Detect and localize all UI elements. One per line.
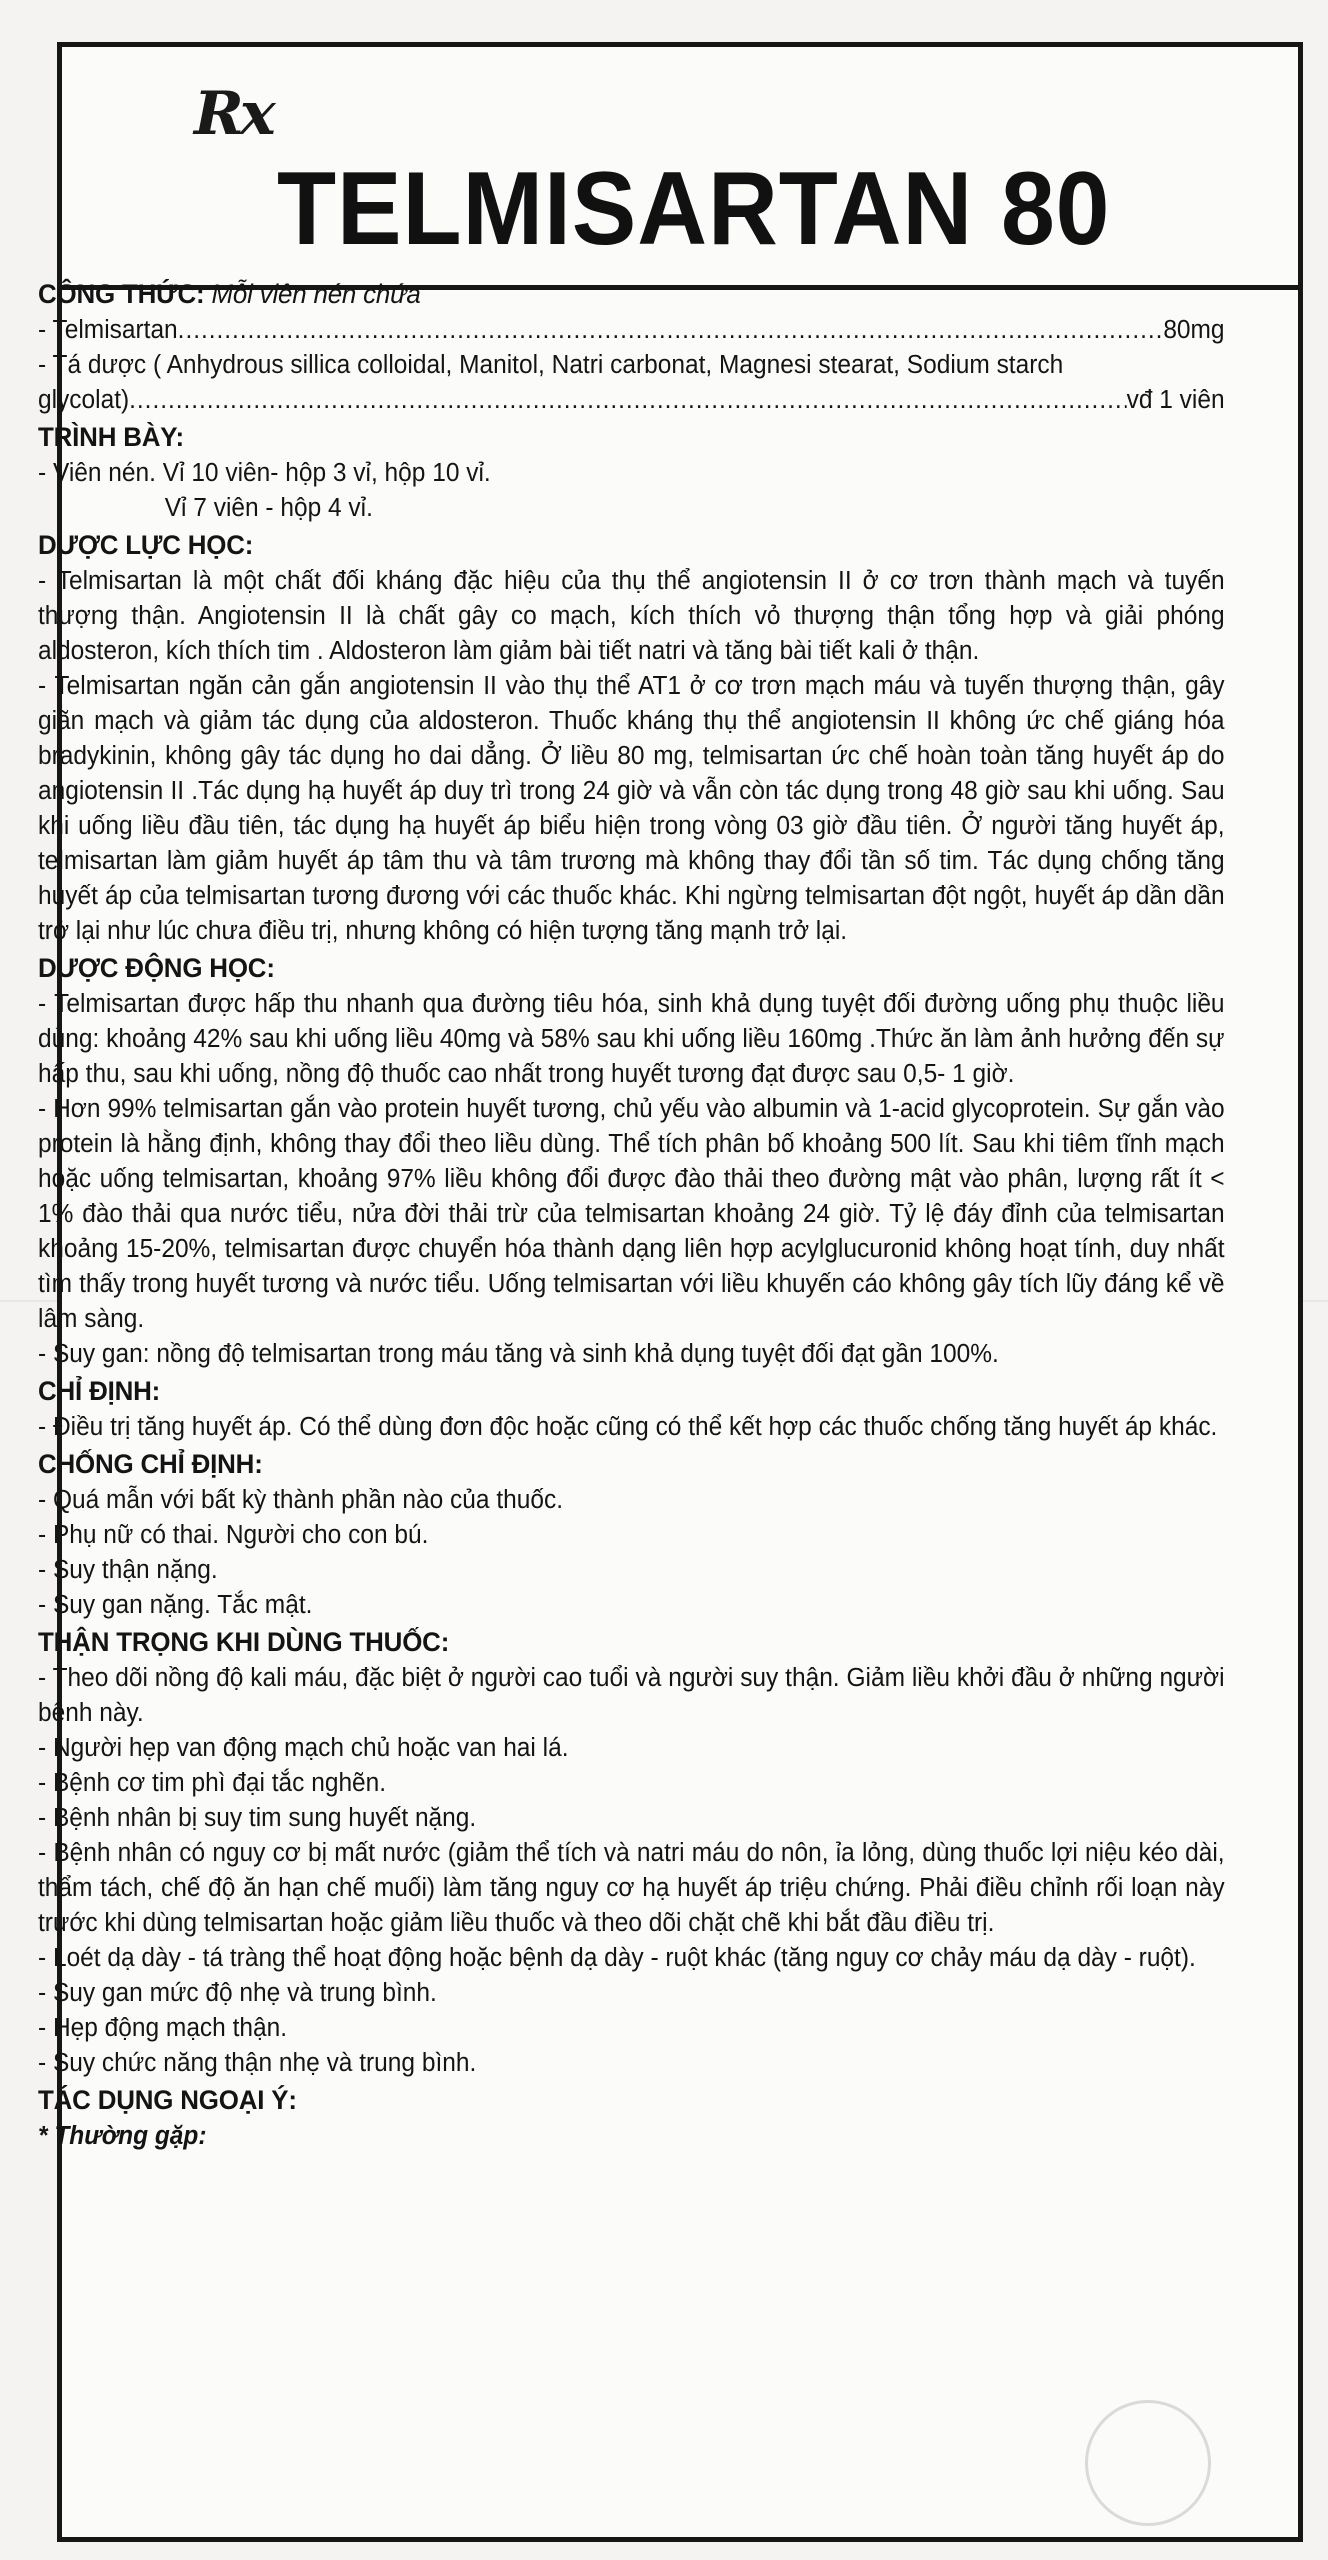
section-chong-chi-dinh — [38, 1445, 1225, 1623]
section-heading — [38, 275, 1225, 313]
packaging-line: Vỉ 7 viên - hộp 4 vỉ. — [164, 494, 373, 522]
list-item: - Loét dạ dày - tá tràng thể hoạt động hoặc bệnh dạ dày - ruột khác (tăng nguy cơ chảy máu dạ dày - ruột). — [38, 1944, 1196, 1972]
section-heading: CHỐNG CHỈ ĐỊNH: — [38, 1449, 263, 1479]
section-heading: DƯỢC LỰC HỌC: — [38, 530, 254, 560]
list-item: - Phụ nữ có thai. Người cho con bú. — [38, 1521, 429, 1549]
section-duoc-luc-hoc — [38, 526, 1225, 949]
faded-company-seal — [1085, 2400, 1211, 2526]
leaflet-body — [38, 275, 1225, 2154]
section-heading: THẬN TRỌNG KHI DÙNG THUỐC: — [38, 1627, 450, 1657]
section-tac-dung-ngoai-y — [38, 2081, 1225, 2154]
paragraph: - Suy gan: nồng độ telmisartan trong máu tăng và sinh khả dụng tuyệt đối đạt gần 100%. — [38, 1340, 999, 1368]
list-item: - Theo dõi nồng độ kali máu, đặc biệt ở người cao tuổi và người suy thận. Giảm liều khởi đầu ở những người bệnh này. — [38, 1664, 1225, 1727]
paragraph: - Telmisartan là một chất đối kháng đặc hiệu của thụ thể angiotensin II ở cơ trơn thành mạch và tuyến thượng thận. Angiotensin II là chất gây co mạch, kích thích vỏ thượng thận tổng hợp và giải phóng aldosteron, kích thích tim . Aldosteron làm giảm bài tiết natri và tăng bài tiết kali ở thận. — [38, 567, 1225, 665]
heading-subtext: Mỗi viên nén chứa — [211, 279, 421, 309]
paragraph: - Telmisartan được hấp thu nhanh qua đường tiêu hóa, sinh khả dụng tuyệt đối đường uống phụ thuộc liều dùng: khoảng 42% sau khi uống liều 40mg và 58% sau khi uống liều 160mg .Thức ăn làm ảnh hưởng đến sự hấp thu, sau khi uống, nồng độ thuốc cao nhất trong huyết tương đạt được sau 0,5- 1 giờ. — [38, 990, 1225, 1088]
section-trinh-bay — [38, 418, 1225, 526]
paragraph: - Telmisartan ngăn cản gắn angiotensin II vào thụ thể AT1 ở cơ trơn mạch máu và tuyến thượng thận, gây giãn mạch và giảm tác dụng của aldosteron. Thuốc kháng thụ thể angiotensin II không ức chế giáng hóa bradykinin, không gây tác dụng ho dai dẳng. Ở liều 80 mg, telmisartan ức chế hoàn toàn tăng huyết áp do angiotensin II .Tác dụng hạ huyết áp duy trì trong 24 giờ và vẫn còn tác dụng trong 48 giờ sau khi uống. Sau khi uống liều đầu tiên, tác dụng hạ huyết áp biểu hiện trong vòng 03 giờ đầu tiên. Ở người tăng huyết áp, telmisartan làm giảm huyết áp tâm thu và tâm trương mà không thay đổi tần số tim. Tác dụng chống tăng huyết áp của telmisartan tương đương với các thuốc khác. Khi ngừng telmisartan đột ngột, huyết áp dần dần trở lại như lúc chưa điều trị, nhưng không có hiện tượng tăng mạnh trở lại. — [38, 672, 1225, 945]
list-item: - Quá mẫn với bất kỳ thành phần nào của thuốc. — [38, 1486, 564, 1514]
section-heading: TÁC DỤNG NGOẠI Ý: — [38, 2085, 297, 2115]
excipient-text: - Tá dược ( Anhydrous sillica colloidal, Manitol, Natri carbonat, Magnesi stearat, Sodium starch — [38, 351, 1064, 379]
product-title: TELMISARTAN 80 — [277, 151, 1111, 267]
paragraph: - Hơn 99% telmisartan gắn vào protein huyết tương, chủ yếu vào albumin và 1-acid glycoprotein. Sự gắn vào protein là hằng định, không thay đổi theo liều dùng. Thể tích phân bố khoảng 500 lít. Sau khi tiêm tĩnh mạch hoặc uống telmisartan, khoảng 97% liều không đổi được đào thải theo đường mật vào phân, lượng rất ít < 1% đào thải qua nước tiểu, nửa đời thải trừ của telmisartan khoảng 24 giờ. Tỷ lệ đáy đỉnh của telmisartan khoảng 15-20%, telmisartan được chuyển hóa thành dạng liên hợp acylglucuronid không hoạt tính, duy nhất tìm thấy trong huyết tương và nước tiểu. Uống telmisartan với liều khuyến cáo không gây tích lũy đáng kể về lâm sàng. — [38, 1095, 1225, 1333]
list-item: - Bệnh cơ tim phì đại tắc nghẽn. — [38, 1769, 387, 1797]
section-heading: DƯỢC ĐỘNG HỌC: — [38, 953, 275, 983]
section-cong-thuc — [38, 275, 1225, 418]
rx-symbol: Rx — [194, 79, 272, 149]
heading-text: CÔNG THỨC: — [38, 279, 205, 309]
ingredient-amount: vđ 1 viên — [1126, 386, 1225, 414]
section-chi-dinh — [38, 1372, 1225, 1445]
paragraph: - Điều trị tăng huyết áp. Có thể dùng đơn độc hoặc cũng có thể kết hợp các thuốc chống tăng huyết áp khác. — [38, 1413, 1218, 1441]
list-item: - Suy chức năng thận nhẹ và trung bình. — [38, 2049, 477, 2077]
dot-leader — [129, 383, 1126, 418]
list-item: - Bệnh nhân có nguy cơ bị mất nước (giảm thể tích và natri máu do nôn, ỉa lỏng, dùng thuốc lợi niệu kéo dài, thẩm tách, chế độ ăn hạn chế muối) làm tăng nguy cơ hạ huyết áp triệu chứng. Phải điều chỉnh rối loạn này trước khi dùng telmisartan hoặc giảm liều thuốc và theo dõi chặt chẽ khi bắt đầu điều trị. — [38, 1839, 1225, 1937]
leaflet-header — [62, 47, 1298, 290]
list-item: - Suy gan mức độ nhẹ và trung bình. — [38, 1979, 437, 2007]
list-item: - Suy thận nặng. — [38, 1556, 218, 1584]
list-item: - Suy gan nặng. Tắc mật. — [38, 1591, 313, 1619]
ingredient-row — [38, 383, 1225, 418]
list-item: - Hẹp động mạch thận. — [38, 2014, 288, 2042]
section-than-trong — [38, 1623, 1225, 2081]
section-duoc-dong-hoc — [38, 949, 1225, 1372]
ingredient-name: - Telmisartan — [38, 316, 178, 344]
list-item: - Người hẹp van động mạch chủ hoặc van hai lá. — [38, 1734, 569, 1762]
section-heading: CHỈ ĐỊNH: — [38, 1376, 161, 1406]
ingredient-row — [38, 313, 1225, 348]
section-heading: TRÌNH BÀY: — [38, 422, 184, 452]
packaging-line: - Viên nén. Vỉ 10 viên- hộp 3 vỉ, hộp 10 vỉ. — [38, 459, 491, 487]
ingredient-amount: 80mg — [1163, 316, 1225, 344]
ingredient-name: glycolat) — [38, 386, 130, 414]
dot-leader — [178, 313, 1164, 348]
list-item: - Bệnh nhân bị suy tim sung huyết nặng. — [38, 1804, 477, 1832]
subheading: * Thường gặp: — [38, 2122, 207, 2150]
